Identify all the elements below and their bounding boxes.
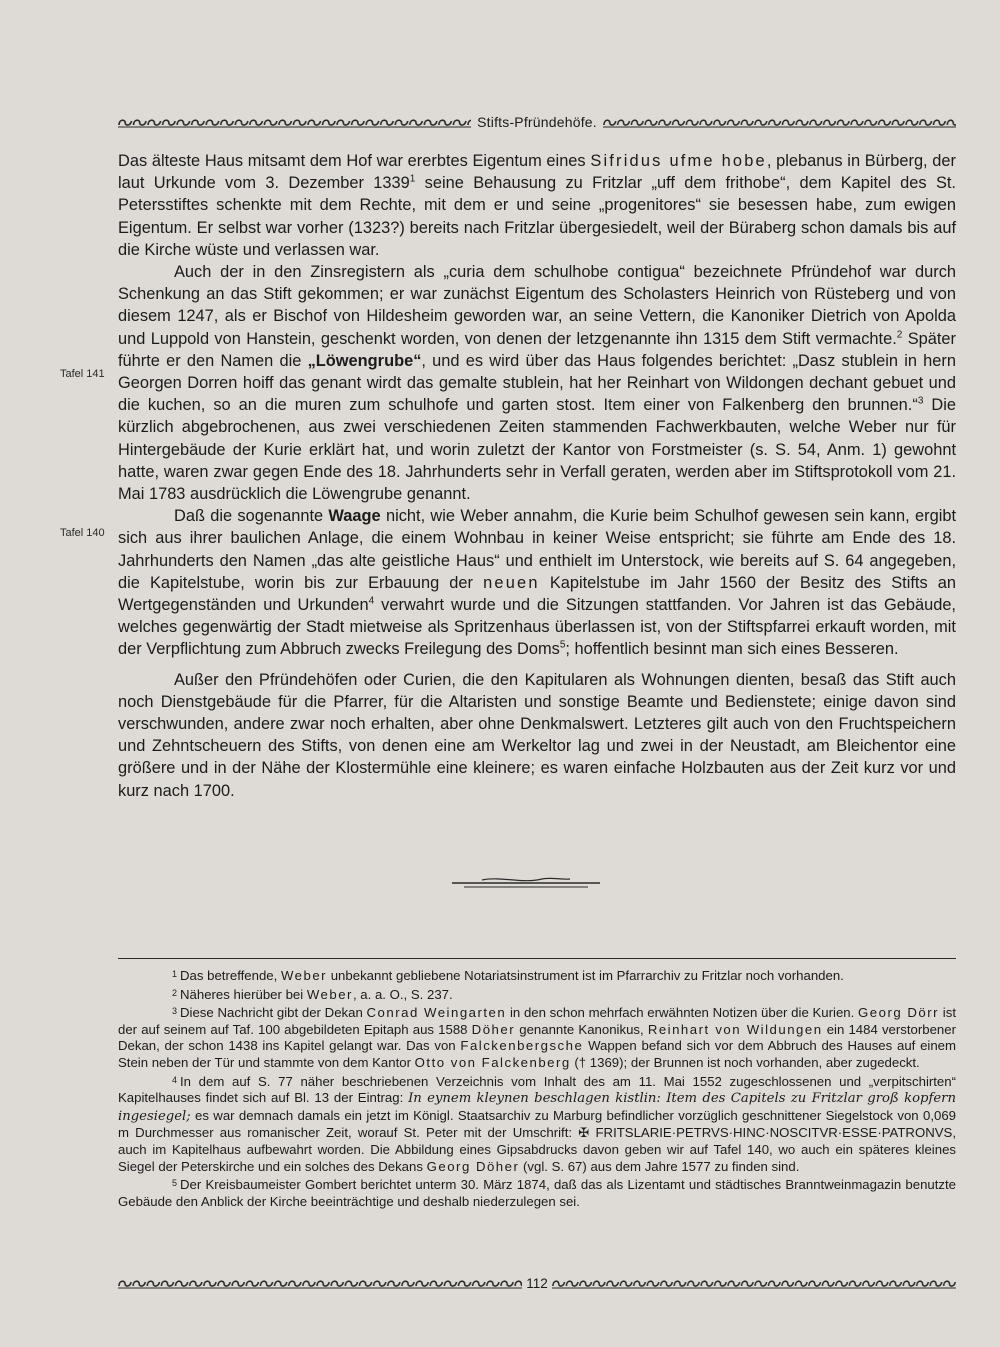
main-text	[118, 150, 956, 802]
house-name-waage: Waage	[328, 507, 381, 526]
footnote-ref: 2	[896, 329, 903, 341]
footnote-1: $^1$ Das betreffende, Weber unbekannt gebliebene Notariatsinstrument ist im Pfarrarchiv zu Fritzlar noch vorhanden.	[172, 968, 844, 983]
footnote-2: $^2$ Näheres hierüber bei Weber, a. a. O., S. 237.	[172, 986, 453, 1002]
footer-ornament-right	[552, 1278, 956, 1289]
house-name-loewengrube: „Löwengrube“	[307, 351, 422, 370]
running-footer	[118, 1276, 956, 1291]
footnote-4: $^4$ In dem auf S. 77 näher beschriebenen Verzeichnis vom Inhalt des am 11. Mai 1552 zugeschlossenen und „verpitschirten“ Kapitelhauses findet sich auf Bl. 13 der Eintrag: In eynem kleynen beschlagen kistlin: Item des Capitels zu Fritzlar groß kopfern ingesiegel; es war demnach damals ein jetzt im Königl. Staatsarchiv zu Marburg befindlicher vorzüglich geschnittener Siegelstock von 0,069 m Durchmesser aus romanischer Zeit, worauf St. Peter mit der Umschrift: ✠ FRITSLARIE·PETRVS·HINC·NOSCITVR·ESSE·PATRONVS, auch im Kapitelhaus aufbewahrt worden. Die Abbildung eines Gipsabdrucks davon geben wir auf Tafel 140, wo auch ein späteres kleines Siegel der Peterskirche und ein solches des Dekans Georg Döher (vgl. S. 67) aus dem Jahre 1577 zu finden sind.	[118, 1073, 956, 1174]
footnote-ref: 5	[559, 640, 566, 651]
paragraph-3: Daß die sogenannte Waage nicht, wie Weber annahm, die Kurie beim Schulhof gewesen sein kann, ergibt sich aus ihrer baulichen Anlage, die einem Wohnbau in keiner Weise entspricht; sie führte am Ende des 18. Jahrhunderts den Namen „das alte geistliche Haus“ und enthielt im Unterstock, wie bereits auf S. 64 angegeben, die Kapitelstube, worin bis zur Erbauung der neuen Kapitelstube im Jahr 1560 der Besitz des Stifts an Wertgegenständen und Urkunden$^4$ verwahrt wurde und die Sitzungen stattfanden. Vor Jahren ist das Gebäude, welches gegenwärtig der Stadt mietweise als Spritzenhaus überlassen ist, von der Stiftspfarrei erkauft worden, mit der Verpflichtung zum Abbruch zwecks Freilegung des Doms$^5$; hoffentlich besinnt man sich eines Besseren.	[118, 507, 956, 659]
margin-note-tafel-140: Tafel 140	[60, 527, 105, 539]
paragraph-2: Auch der in den Zinsregistern als „curia dem schulhobe contigua“ bezeichnete Pfründehof war durch Schenkung an das Stift gekommen; er war zunächst Eigentum des Scholasters Heinrich von Rüsteberg und von diesem 1247, als er Bischof von Hildesheim geworden war, an seine Vettern, die Kanoniker Dietrich von Apolda und Luppold von Hanstein, geschenkt worden, von denen der letzgenannte ihn 1315 dem Stift vermachte.$^2$ Später führte er den Namen die „Löwengrube“, und es wird über das Haus folgendes berichtet: „Dasz stublein in hern Georgen Dorren hoiff das genant wirdt das gemalte stublein, hat her Reinhart von Wildongen dechant gebuet und die kuchen, so an die muren zum schulhofe und garten stost. Item einer von Falkenberg den brunnen.“$^3$ Die kürzlich abgebrochenen, aus zwei verschiedenen Zeiten stammenden Fachwerkbauten, welche Weber nur für Hintergebäude der Kurie erklärt hat, und worin zuletzt der Kantor von Forstmeister (s. S. 54, Anm. 1) gewohnt hatte, waren zwar gegen Ende des 18. Jahrhunderts sehr in Verfall geraten, werden aber im Stiftsprotokoll vom 21. Mai 1783 ausdrücklich die Löwengrube genannt.	[118, 263, 956, 504]
footnote-5: $^5$ Der Kreisbaumeister Gombert berichtet unterm 30. März 1874, daß das als Lizentamt und städtisches Branntweinmagazin benutzte Gebäude den Anblick der Kirche beeinträchtige und deshalb niederzulegen sei.	[118, 1177, 956, 1209]
running-header	[118, 114, 956, 130]
person-name: Sifridus ufme hobe	[590, 152, 767, 170]
footer-ornament-left	[118, 1278, 522, 1289]
footnote-ref: 1	[409, 173, 416, 185]
footnote-3: $^3$ Diese Nachricht gibt der Dekan Conrad Weingarten in den schon mehrfach erwähnten Notizen über die Kurien. Georg Dörr ist der auf seinem auf Taf. 100 abgebildeten Epitaph aus 1588 Döher genannte Kanonikus, Reinhart von Wildungen ein 1484 verstorbener Dekan, der schon 1438 ins Kapitel gelangt war. Das von Falckenbergsche Wappen befand sich vor dem Abbruch des Hauses auf einem Stein neben der Tür und stammte von dem Kantor Otto von Falckenberg († 1369); der Brunnen ist noch vorhanden, aber zugedeckt.	[118, 1005, 956, 1070]
footnote-ref: 4	[368, 595, 375, 607]
header-ornament-left	[118, 117, 471, 128]
paragraph-4: Außer den Pfründehöfen oder Curien, die den Kapitularen als Wohnungen dienten, besaß das Stift auch noch Dienstgebäude für die Pfarrer, für die Altaristen und sonstige Beamte und Bedienstete; einige davon sind verschwunden, andere zwar noch erhalten, aber ohne Denkmalswert. Letzteres gilt auch von den Fruchtspeichern und Zehntscheuern des Stifts, von denen eine am Werkeltor lag und zwei in der Neustadt, am Bleichentor eine größere und in der Nähe der Klostermühle eine kleinere; es waren einfache Holzbauten aus der Zeit kurz vor und kurz nach 1700.	[118, 670, 956, 800]
margin-note-tafel-141: Tafel 141	[60, 368, 105, 380]
fraktur-quote: In eynem kleynen beschlagen kistlin: Item des Capitels zu Fritzlar groß kopfern ingesiegel;	[118, 1091, 956, 1124]
footnote-ref: 3	[917, 395, 924, 407]
section-end-ornament	[452, 874, 600, 892]
footnotes	[118, 966, 956, 1210]
paragraph-1: Das älteste Haus mitsamt dem Hof war ererbtes Eigentum eines Sifridus ufme hobe, plebanus in Bürberg, der laut Urkunde vom 3. Dezember 1339$^1$ seine Behausung zu Fritzlar „uff dem frithobe“, dem Kapitel des St. Petersstiftes schenkte mit dem Rechte, mit dem er und seine „progenitores“ sie besessen habe, zum ewigen Eigentum. Er selbst war vorher (1323?) bereits nach Fritzlar übergesiedelt, weil der Büraberg schon damals bis auf die Kirche wüste und verlassen war.	[118, 152, 956, 259]
header-title: Stifts-Pfründehöfe.	[477, 114, 597, 130]
header-ornament-right	[603, 117, 956, 128]
page-number: 112	[526, 1276, 548, 1291]
footnote-separator	[118, 958, 956, 959]
